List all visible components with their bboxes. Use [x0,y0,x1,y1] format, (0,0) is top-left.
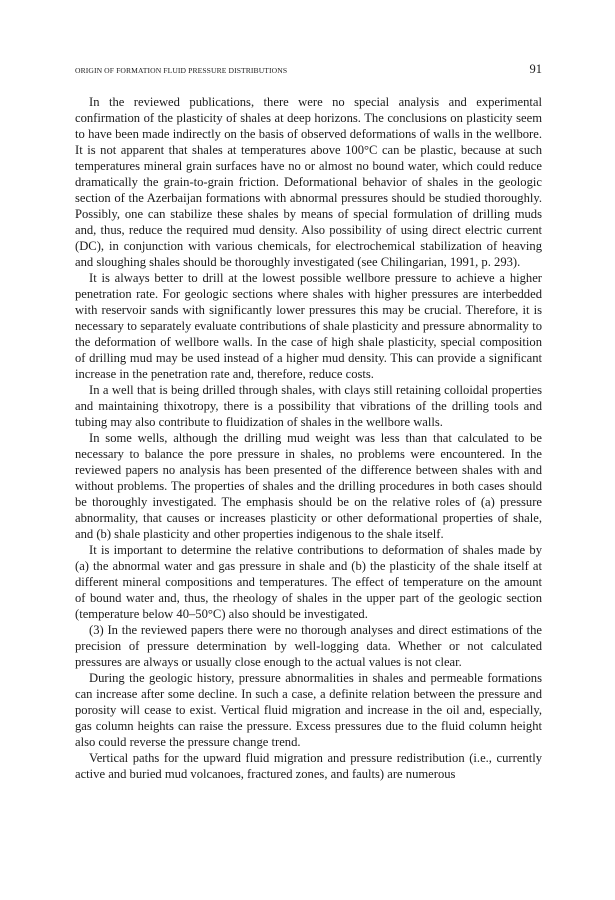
paragraph-6: (3) In the reviewed papers there were no thorough analyses and direct estimations of the precision of pressure determination by well-logging data. Whether or not calculated pressures are always or usually close enough to the actual values is not clear. [75,623,542,669]
paragraph-8: Vertical paths for the upward fluid migration and pressure redistribution (i.e., currently active and buried mud volcanoes, fractured zones, and faults) are numerous [75,751,542,781]
paragraph-3: In a well that is being drilled through shales, with clays still retaining colloidal properties and maintaining thixotropy, there is a possibility that vibrations of the drilling tools and tubing may also contribute to fluidization of shales in the wellbore walls. [75,383,542,429]
page-number: 91 [529,62,542,76]
running-head [75,62,542,82]
paragraph-2: It is always better to drill at the lowest possible wellbore pressure to achieve a higher penetration rate. For geologic sections where shales with higher pressures are interbedded with reservoir sands with significantly lower pressures this may be crucial. Therefore, it is necessary to separately evaluate contributions of shale plasticity and pressure abnormality to the deformation of wellbore walls. In the case of high shale plasticity, special composition of drilling mud may be used instead of a higher mud density. This can provide a significant increase in the penetration rate and, therefore, reduce costs. [75,271,542,381]
paragraph-1: In the reviewed publications, there were no special analysis and experimental confirmation of the plasticity of shales at deep horizons. The conclusions on plasticity seem to have been made indirectly on the basis of observed deformations of walls in the wellbore. It is not apparent that shales at temperatures above 100°C can be plastic, because at such temperatures mineral grain surfaces have no or almost no bound water, which could reduce dramatically the grain-to-grain friction. Deformational behavior of shales in the geologic section of the Azerbaijan formations with abnormal pressures should be studied thoroughly. Possibly, one can stabilize these shales by means of special formulation of drilling muds and, thus, reduce the required mud density. Also possibility of using direct electric current (DC), in conjunction with various chemicals, for electrochemical stabilization of heaving and sloughing shales should be thoroughly investigated (see Chilingarian, 1991, p. 293). [75,95,542,269]
paragraph-4: In some wells, although the drilling mud weight was less than that calculated to be necessary to balance the pore pressure in shales, no problems were encountered. In the reviewed papers no analysis has been presented of the difference between shales with and without problems. The properties of shales and the drilling procedures in both cases should be thoroughly investigated. The emphasis should be on the relative roles of (a) pressure abnormality, that causes or increases plasticity or other deformational properties of shale, and (b) shale plasticity and other properties indigenous to the shale itself. [75,431,542,541]
running-title: ORIGIN OF FORMATION FLUID PRESSURE DISTRIBUTIONS [75,66,288,75]
book-page [75,62,542,782]
body-text [75,94,542,782]
paragraph-7: During the geologic history, pressure abnormalities in shales and permeable formations can increase after some decline. In such a case, a definite relation between the pressure and porosity will cease to exist. Vertical fluid migration and increase in the oil and, especially, gas column heights can raise the pressure. Excess pressures due to the fluid column height also could reverse the pressure change trend. [75,671,542,749]
paragraph-5: It is important to determine the relative contributions to deformation of shales made by (a) the abnormal water and gas pressure in shale and (b) the plasticity of the shale itself at different mineral compositions and temperatures. The effect of temperature on the amount of bound water and, thus, the rheology of shales in the upper part of the geologic section (temperature below 40–50°C) also should be investigated. [75,543,542,621]
